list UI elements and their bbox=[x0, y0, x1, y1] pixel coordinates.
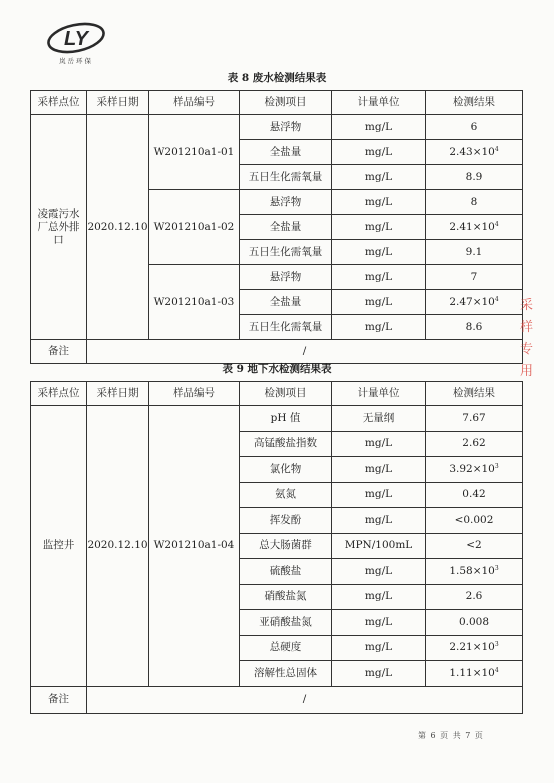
result-cell bbox=[426, 406, 523, 432]
result-value: 3.92×10 bbox=[449, 462, 495, 475]
result-exponent: 4 bbox=[494, 220, 499, 228]
test-item: pH 值 bbox=[240, 406, 332, 432]
result-cell bbox=[426, 431, 523, 457]
result-exponent: 4 bbox=[494, 295, 499, 303]
sample-id: W201210a1-02 bbox=[149, 190, 240, 265]
unit-cell: mg/L bbox=[332, 290, 426, 315]
unit-cell: mg/L bbox=[332, 115, 426, 140]
result-value: 6 bbox=[470, 120, 478, 133]
table-row bbox=[31, 115, 523, 140]
unit-cell: mg/L bbox=[332, 635, 426, 661]
result-cell bbox=[426, 115, 523, 140]
result-exponent: 3 bbox=[494, 641, 499, 649]
company-logo bbox=[46, 22, 106, 66]
result-cell bbox=[426, 559, 523, 585]
remark-label: 备注 bbox=[31, 340, 87, 364]
result-cell bbox=[426, 610, 523, 636]
test-item: 五日生化需氧量 bbox=[240, 165, 332, 190]
unit-cell: mg/L bbox=[332, 431, 426, 457]
sample-id: W201210a1-01 bbox=[149, 115, 240, 190]
remark-row bbox=[31, 340, 523, 364]
page-number: 第 6 页 共 7 页 bbox=[418, 731, 484, 740]
unit-cell: mg/L bbox=[332, 661, 426, 687]
column-header: 采样点位 bbox=[31, 382, 87, 406]
result-cell bbox=[426, 240, 523, 265]
result-cell bbox=[426, 661, 523, 687]
column-header: 检测结果 bbox=[426, 382, 523, 406]
result-value: 8 bbox=[470, 195, 478, 208]
test-item: 悬浮物 bbox=[240, 265, 332, 290]
test-item: 氯化物 bbox=[240, 457, 332, 483]
result-cell bbox=[426, 165, 523, 190]
result-cell bbox=[426, 457, 523, 483]
column-header: 计量单位 bbox=[332, 382, 426, 406]
header-row bbox=[31, 382, 523, 406]
unit-cell: mg/L bbox=[332, 140, 426, 165]
column-header: 样品编号 bbox=[149, 91, 240, 115]
result-exponent: 4 bbox=[494, 666, 499, 674]
column-header: 检测结果 bbox=[426, 91, 523, 115]
test-item: 全盐量 bbox=[240, 290, 332, 315]
unit-cell: mg/L bbox=[332, 508, 426, 534]
result-cell bbox=[426, 215, 523, 240]
unit-cell: 无量纲 bbox=[332, 406, 426, 432]
unit-cell: mg/L bbox=[332, 482, 426, 508]
result-cell bbox=[426, 584, 523, 610]
test-item: 悬浮物 bbox=[240, 190, 332, 215]
logo-mark-icon bbox=[46, 22, 106, 54]
remark-value: / bbox=[87, 686, 523, 713]
result-value: 2.41×10 bbox=[449, 220, 495, 233]
result-value: 9.1 bbox=[465, 245, 483, 258]
unit-cell: mg/L bbox=[332, 240, 426, 265]
result-exponent: 3 bbox=[494, 462, 499, 470]
result-value: 2.62 bbox=[462, 437, 486, 450]
test-item: 全盐量 bbox=[240, 140, 332, 165]
remark-row bbox=[31, 686, 523, 713]
test-item: 总硬度 bbox=[240, 635, 332, 661]
unit-cell: mg/L bbox=[332, 584, 426, 610]
result-value: 7 bbox=[470, 270, 478, 283]
header-row bbox=[31, 91, 523, 115]
test-item: 全盐量 bbox=[240, 215, 332, 240]
result-value: 0.008 bbox=[458, 615, 490, 628]
table9-caption: 表 9 地下水检测结果表 bbox=[222, 363, 332, 375]
stamp-char: 采 bbox=[520, 298, 534, 313]
result-value: 2.21×10 bbox=[449, 641, 495, 654]
stamp-char: 专 bbox=[520, 342, 534, 357]
unit-cell: mg/L bbox=[332, 190, 426, 215]
result-value: 2.6 bbox=[465, 590, 483, 603]
result-value: 2.47×10 bbox=[449, 295, 495, 308]
test-item: 硝酸盐氮 bbox=[240, 584, 332, 610]
result-cell bbox=[426, 140, 523, 165]
test-item: 高锰酸盐指数 bbox=[240, 431, 332, 457]
wastewater-results-table bbox=[30, 90, 523, 364]
column-header: 检测项目 bbox=[240, 91, 332, 115]
result-value: 1.58×10 bbox=[449, 564, 495, 577]
result-value: 1.11×10 bbox=[449, 666, 495, 679]
groundwater-results-table bbox=[30, 381, 523, 714]
stamp-char: 用 bbox=[520, 364, 534, 379]
result-value: <0.002 bbox=[454, 513, 494, 526]
sampling-date: 2020.12.10 bbox=[87, 406, 149, 687]
result-value: 7.67 bbox=[462, 411, 486, 424]
stamp-char: 样 bbox=[520, 320, 534, 335]
result-cell bbox=[426, 533, 523, 559]
result-cell bbox=[426, 290, 523, 315]
test-item: 五日生化需氧量 bbox=[240, 240, 332, 265]
sampling-seal-stamp bbox=[520, 295, 554, 405]
unit-cell: MPN/100mL bbox=[332, 533, 426, 559]
test-item: 亚硝酸盐氮 bbox=[240, 610, 332, 636]
sample-id: W201210a1-04 bbox=[149, 406, 240, 687]
test-item: 氨氮 bbox=[240, 482, 332, 508]
remark-label: 备注 bbox=[31, 686, 87, 713]
sampling-date: 2020.12.10 bbox=[87, 115, 149, 340]
svg-text:LY: LY bbox=[63, 28, 89, 50]
result-exponent: 4 bbox=[494, 145, 499, 153]
result-cell bbox=[426, 190, 523, 215]
column-header: 采样点位 bbox=[31, 91, 87, 115]
column-header: 采样日期 bbox=[87, 91, 149, 115]
test-item: 总大肠菌群 bbox=[240, 533, 332, 559]
sampling-location: 监控井 bbox=[31, 406, 87, 687]
unit-cell: mg/L bbox=[332, 265, 426, 290]
company-name: 岚岳环保 bbox=[59, 57, 93, 65]
unit-cell: mg/L bbox=[332, 559, 426, 585]
result-cell bbox=[426, 482, 523, 508]
unit-cell: mg/L bbox=[332, 610, 426, 636]
table-row bbox=[31, 406, 523, 432]
result-value: 8.6 bbox=[465, 320, 483, 333]
sample-id: W201210a1-03 bbox=[149, 265, 240, 340]
result-cell bbox=[426, 508, 523, 534]
test-item: 五日生化需氧量 bbox=[240, 315, 332, 340]
unit-cell: mg/L bbox=[332, 165, 426, 190]
result-value: 2.43×10 bbox=[449, 145, 495, 158]
column-header: 样品编号 bbox=[149, 382, 240, 406]
unit-cell: mg/L bbox=[332, 457, 426, 483]
result-value: 0.42 bbox=[462, 488, 486, 501]
sampling-location: 凌霞污水厂总外排口 bbox=[31, 115, 87, 340]
result-exponent: 3 bbox=[494, 564, 499, 572]
test-item: 悬浮物 bbox=[240, 115, 332, 140]
result-value: 8.9 bbox=[465, 170, 483, 183]
test-item: 挥发酚 bbox=[240, 508, 332, 534]
test-item: 硫酸盐 bbox=[240, 559, 332, 585]
column-header: 计量单位 bbox=[332, 91, 426, 115]
unit-cell: mg/L bbox=[332, 215, 426, 240]
test-item: 溶解性总固体 bbox=[240, 661, 332, 687]
table8-caption: 表 8 废水检测结果表 bbox=[227, 72, 327, 84]
result-cell bbox=[426, 315, 523, 340]
unit-cell: mg/L bbox=[332, 315, 426, 340]
result-value: <2 bbox=[466, 539, 482, 552]
result-cell bbox=[426, 265, 523, 290]
result-cell bbox=[426, 635, 523, 661]
column-header: 检测项目 bbox=[240, 382, 332, 406]
remark-value: / bbox=[87, 340, 523, 364]
column-header: 采样日期 bbox=[87, 382, 149, 406]
